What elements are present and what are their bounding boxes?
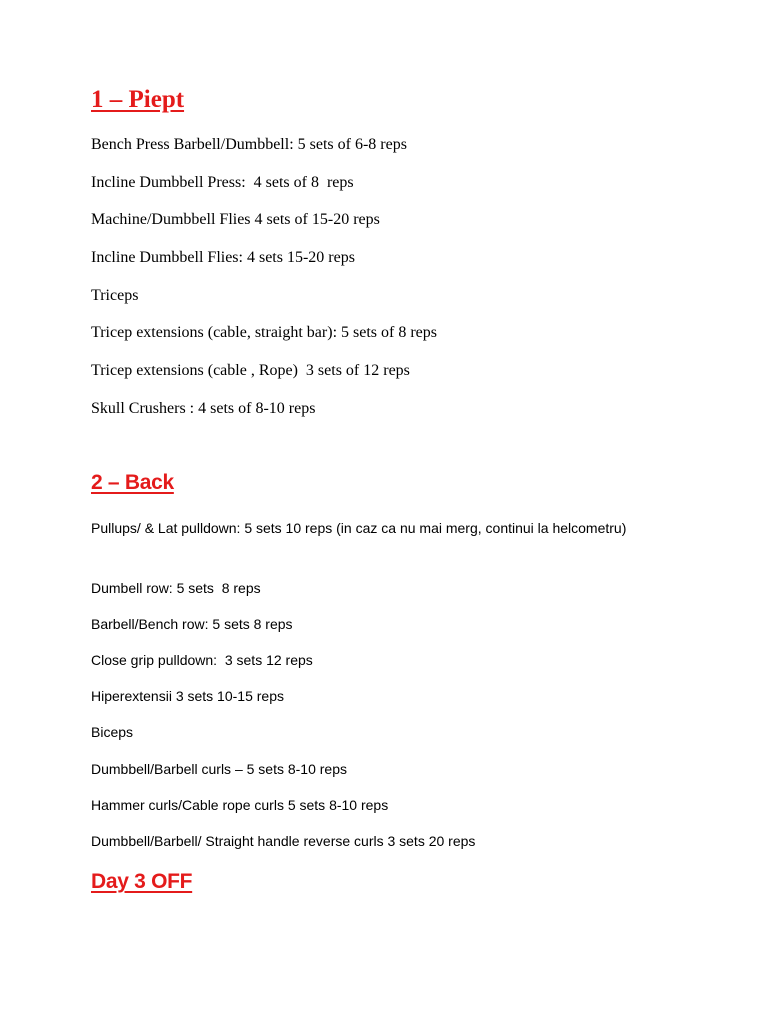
- subsection-label-triceps: Triceps: [91, 287, 139, 304]
- exercise-line: Barbell/Bench row: 5 sets 8 reps: [91, 616, 293, 632]
- exercise-line: Hiperextensii 3 sets 10-15 reps: [91, 688, 284, 704]
- exercise-line: Tricep extensions (cable, straight bar): 5 sets of 8 reps: [91, 324, 437, 341]
- exercise-line: Dumbell row: 5 sets 8 reps: [91, 580, 261, 596]
- exercise-line: Incline Dumbbell Press: 4 sets of 8 reps: [91, 174, 354, 191]
- exercise-line: Dumbbell/Barbell/ Straight handle reverse curls 3 sets 20 reps: [91, 833, 476, 849]
- exercise-line: Bench Press Barbell/Dumbbell: 5 sets of 6-8 reps: [91, 136, 407, 153]
- exercise-line: Skull Crushers : 4 sets of 8-10 reps: [91, 400, 316, 417]
- subsection-label-biceps: Biceps: [91, 724, 134, 740]
- exercise-line: Machine/Dumbbell Flies 4 sets of 15-20 reps: [91, 211, 380, 228]
- exercise-line: Tricep extensions (cable , Rope) 3 sets of 12 reps: [91, 362, 410, 379]
- exercise-line: Pullups/ & Lat pulldown: 5 sets 10 reps (in caz ca nu mai merg, continui la helcometru): [91, 520, 627, 536]
- exercise-line: Incline Dumbbell Flies: 4 sets 15-20 reps: [91, 249, 355, 266]
- exercise-line: Dumbbell/Barbell curls – 5 sets 8-10 reps: [91, 761, 348, 777]
- section-heading-day-3-off: Day 3 OFF: [91, 870, 193, 893]
- exercise-line: Hammer curls/Cable rope curls 5 sets 8-10 reps: [91, 797, 389, 813]
- exercise-line: Close grip pulldown: 3 sets 12 reps: [91, 652, 313, 668]
- section-heading-piept: 1 – Piept: [91, 86, 185, 113]
- section-heading-back: 2 – Back: [91, 471, 174, 494]
